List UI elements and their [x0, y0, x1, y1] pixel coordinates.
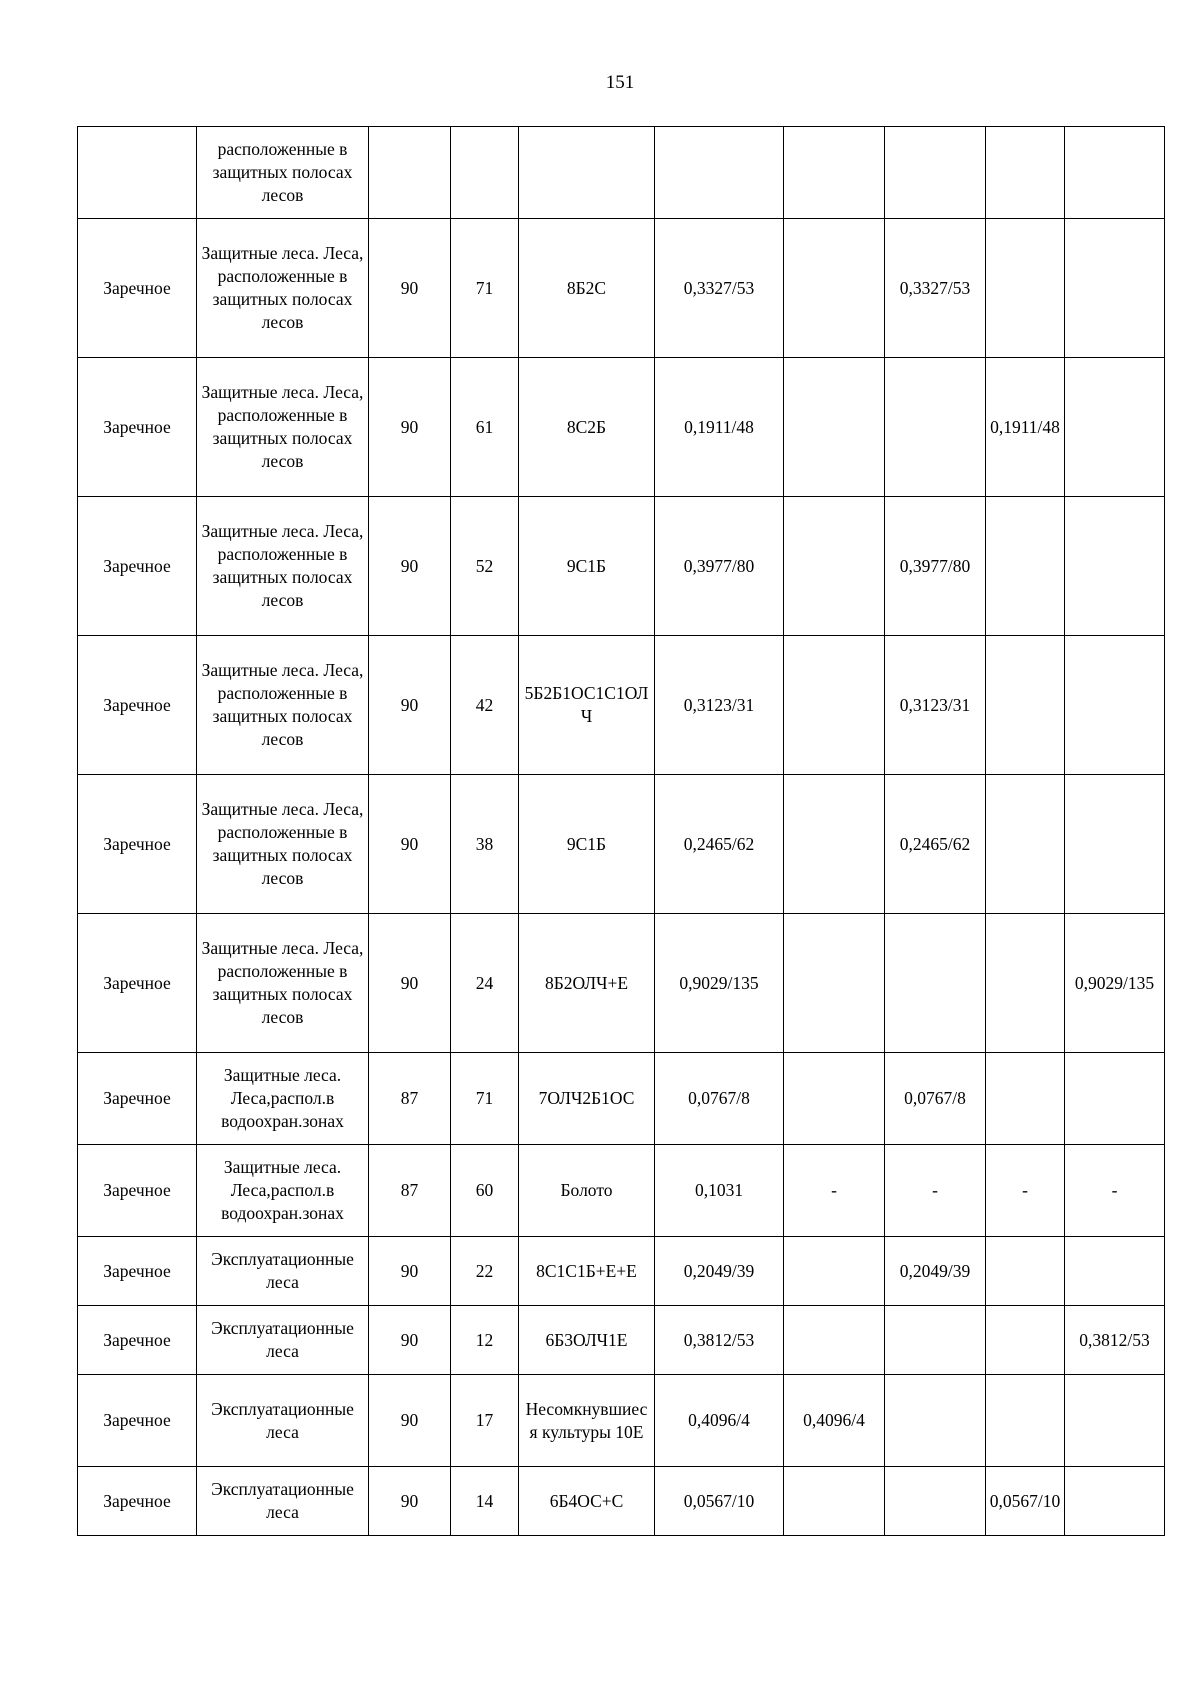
cell-col-7	[784, 1467, 885, 1536]
cell-col-10	[1065, 1375, 1165, 1467]
cell-quarter: 90	[369, 219, 451, 358]
cell-section: 14	[451, 1467, 519, 1536]
cell-district: Заречное	[78, 636, 197, 775]
cell-composition: Болото	[519, 1145, 655, 1237]
cell-col-7	[784, 358, 885, 497]
cell-section: 22	[451, 1237, 519, 1306]
cell-composition: 8С1С1Б+Е+Е	[519, 1237, 655, 1306]
cell-quarter: 90	[369, 497, 451, 636]
cell-composition: 6Б3ОЛЧ1Е	[519, 1306, 655, 1375]
cell-forest-category: Эксплуатационные леса	[197, 1306, 369, 1375]
cell-section: 71	[451, 219, 519, 358]
cell-col-7: -	[784, 1145, 885, 1237]
cell-district: Заречное	[78, 914, 197, 1053]
cell-col-9	[986, 497, 1065, 636]
cell-col-9	[986, 1375, 1065, 1467]
cell-area-volume	[655, 127, 784, 219]
cell-col-9	[986, 914, 1065, 1053]
cell-district: Заречное	[78, 1375, 197, 1467]
cell-col-8	[885, 127, 986, 219]
table-row	[78, 1237, 1165, 1306]
cell-area-volume: 0,9029/135	[655, 914, 784, 1053]
cell-col-10	[1065, 1053, 1165, 1145]
cell-section: 42	[451, 636, 519, 775]
cell-area-volume: 0,2465/62	[655, 775, 784, 914]
cell-area-volume: 0,3812/53	[655, 1306, 784, 1375]
cell-district: Заречное	[78, 497, 197, 636]
cell-col-9	[986, 1306, 1065, 1375]
cell-forest-category: Эксплуатационные леса	[197, 1237, 369, 1306]
cell-col-7	[784, 219, 885, 358]
cell-district: Заречное	[78, 358, 197, 497]
cell-col-10	[1065, 358, 1165, 497]
cell-area-volume: 0,3327/53	[655, 219, 784, 358]
cell-quarter: 90	[369, 358, 451, 497]
cell-quarter: 90	[369, 1467, 451, 1536]
cell-forest-category: Защитные леса. Леса,распол.в водоохран.зонах	[197, 1053, 369, 1145]
cell-forest-category: Защитные леса. Леса, расположенные в защитных полосах лесов	[197, 914, 369, 1053]
cell-col-9	[986, 1237, 1065, 1306]
cell-col-10	[1065, 775, 1165, 914]
table-row	[78, 497, 1165, 636]
cell-area-volume: 0,3123/31	[655, 636, 784, 775]
cell-col-7	[784, 1237, 885, 1306]
cell-composition	[519, 127, 655, 219]
cell-forest-category: расположенные в защитных полосах лесов	[197, 127, 369, 219]
cell-col-7	[784, 497, 885, 636]
cell-col-8	[885, 358, 986, 497]
cell-composition: 9С1Б	[519, 775, 655, 914]
cell-area-volume: 0,1911/48	[655, 358, 784, 497]
cell-area-volume: 0,4096/4	[655, 1375, 784, 1467]
cell-forest-category: Защитные леса. Леса, расположенные в защитных полосах лесов	[197, 219, 369, 358]
cell-col-7	[784, 914, 885, 1053]
cell-quarter: 90	[369, 636, 451, 775]
cell-composition: Несомкнувшиеся культуры 10Е	[519, 1375, 655, 1467]
cell-area-volume: 0,3977/80	[655, 497, 784, 636]
cell-composition: 8С2Б	[519, 358, 655, 497]
cell-col-10	[1065, 219, 1165, 358]
cell-quarter: 90	[369, 1375, 451, 1467]
cell-section: 52	[451, 497, 519, 636]
cell-col-8: 0,2465/62	[885, 775, 986, 914]
page-number: 151	[605, 72, 635, 93]
cell-col-10	[1065, 1467, 1165, 1536]
cell-quarter: 90	[369, 775, 451, 914]
cell-quarter: 90	[369, 914, 451, 1053]
cell-area-volume: 0,0767/8	[655, 1053, 784, 1145]
table-row	[78, 358, 1165, 497]
cell-col-9: 0,1911/48	[986, 358, 1065, 497]
cell-col-9	[986, 127, 1065, 219]
cell-forest-category: Эксплуатационные леса	[197, 1375, 369, 1467]
cell-area-volume: 0,2049/39	[655, 1237, 784, 1306]
cell-forest-category: Защитные леса. Леса, расположенные в защитных полосах лесов	[197, 358, 369, 497]
cell-col-8: 0,3977/80	[885, 497, 986, 636]
cell-section: 61	[451, 358, 519, 497]
cell-forest-category: Защитные леса. Леса, расположенные в защитных полосах лесов	[197, 497, 369, 636]
cell-quarter: 87	[369, 1053, 451, 1145]
cell-composition: 5Б2Б1ОС1С1ОЛЧ	[519, 636, 655, 775]
cell-district: Заречное	[78, 1145, 197, 1237]
cell-col-10	[1065, 636, 1165, 775]
cell-district: Заречное	[78, 219, 197, 358]
cell-col-9: 0,0567/10	[986, 1467, 1065, 1536]
cell-col-9	[986, 775, 1065, 914]
cell-district: Заречное	[78, 775, 197, 914]
table-row	[78, 1145, 1165, 1237]
cell-area-volume: 0,0567/10	[655, 1467, 784, 1536]
cell-composition: 7ОЛЧ2Б1ОС	[519, 1053, 655, 1145]
cell-district	[78, 127, 197, 219]
cell-area-volume: 0,1031	[655, 1145, 784, 1237]
cell-forest-category: Эксплуатационные леса	[197, 1467, 369, 1536]
cell-col-7	[784, 1053, 885, 1145]
table-row	[78, 914, 1165, 1053]
table-row	[78, 636, 1165, 775]
cell-forest-category: Защитные леса. Леса,распол.в водоохран.зонах	[197, 1145, 369, 1237]
cell-col-9	[986, 219, 1065, 358]
cell-col-8	[885, 1467, 986, 1536]
cell-forest-category: Защитные леса. Леса, расположенные в защитных полосах лесов	[197, 636, 369, 775]
cell-quarter: 90	[369, 1306, 451, 1375]
table-row	[78, 1375, 1165, 1467]
cell-composition: 8Б2ОЛЧ+Е	[519, 914, 655, 1053]
cell-quarter: 87	[369, 1145, 451, 1237]
cell-col-10	[1065, 127, 1165, 219]
cell-section: 38	[451, 775, 519, 914]
table-row	[78, 219, 1165, 358]
cell-col-8: 0,3327/53	[885, 219, 986, 358]
cell-col-8: 0,2049/39	[885, 1237, 986, 1306]
table-row	[78, 1053, 1165, 1145]
cell-col-10: -	[1065, 1145, 1165, 1237]
data-table	[77, 126, 1165, 1536]
cell-composition: 6Б4ОС+С	[519, 1467, 655, 1536]
cell-section	[451, 127, 519, 219]
cell-district: Заречное	[78, 1306, 197, 1375]
cell-section: 60	[451, 1145, 519, 1237]
cell-col-10	[1065, 497, 1165, 636]
cell-col-10: 0,9029/135	[1065, 914, 1165, 1053]
cell-quarter	[369, 127, 451, 219]
cell-section: 24	[451, 914, 519, 1053]
cell-forest-category: Защитные леса. Леса, расположенные в защитных полосах лесов	[197, 775, 369, 914]
cell-col-9: -	[986, 1145, 1065, 1237]
cell-section: 12	[451, 1306, 519, 1375]
table-row	[78, 1306, 1165, 1375]
cell-district: Заречное	[78, 1237, 197, 1306]
cell-section: 71	[451, 1053, 519, 1145]
cell-col-8: 0,0767/8	[885, 1053, 986, 1145]
cell-composition: 9С1Б	[519, 497, 655, 636]
cell-district: Заречное	[78, 1053, 197, 1145]
cell-col-10	[1065, 1237, 1165, 1306]
cell-col-7: 0,4096/4	[784, 1375, 885, 1467]
table-row	[78, 775, 1165, 914]
cell-col-7	[784, 636, 885, 775]
table-row	[78, 1467, 1165, 1536]
cell-section: 17	[451, 1375, 519, 1467]
table-row	[78, 127, 1165, 219]
cell-col-8	[885, 914, 986, 1053]
cell-col-8	[885, 1375, 986, 1467]
cell-col-8: 0,3123/31	[885, 636, 986, 775]
cell-composition: 8Б2С	[519, 219, 655, 358]
cell-col-10: 0,3812/53	[1065, 1306, 1165, 1375]
cell-col-8	[885, 1306, 986, 1375]
cell-col-8: -	[885, 1145, 986, 1237]
cell-district: Заречное	[78, 1467, 197, 1536]
table-body	[78, 127, 1165, 1536]
cell-col-9	[986, 636, 1065, 775]
cell-col-9	[986, 1053, 1065, 1145]
cell-col-7	[784, 775, 885, 914]
cell-quarter: 90	[369, 1237, 451, 1306]
cell-col-7	[784, 127, 885, 219]
cell-col-7	[784, 1306, 885, 1375]
